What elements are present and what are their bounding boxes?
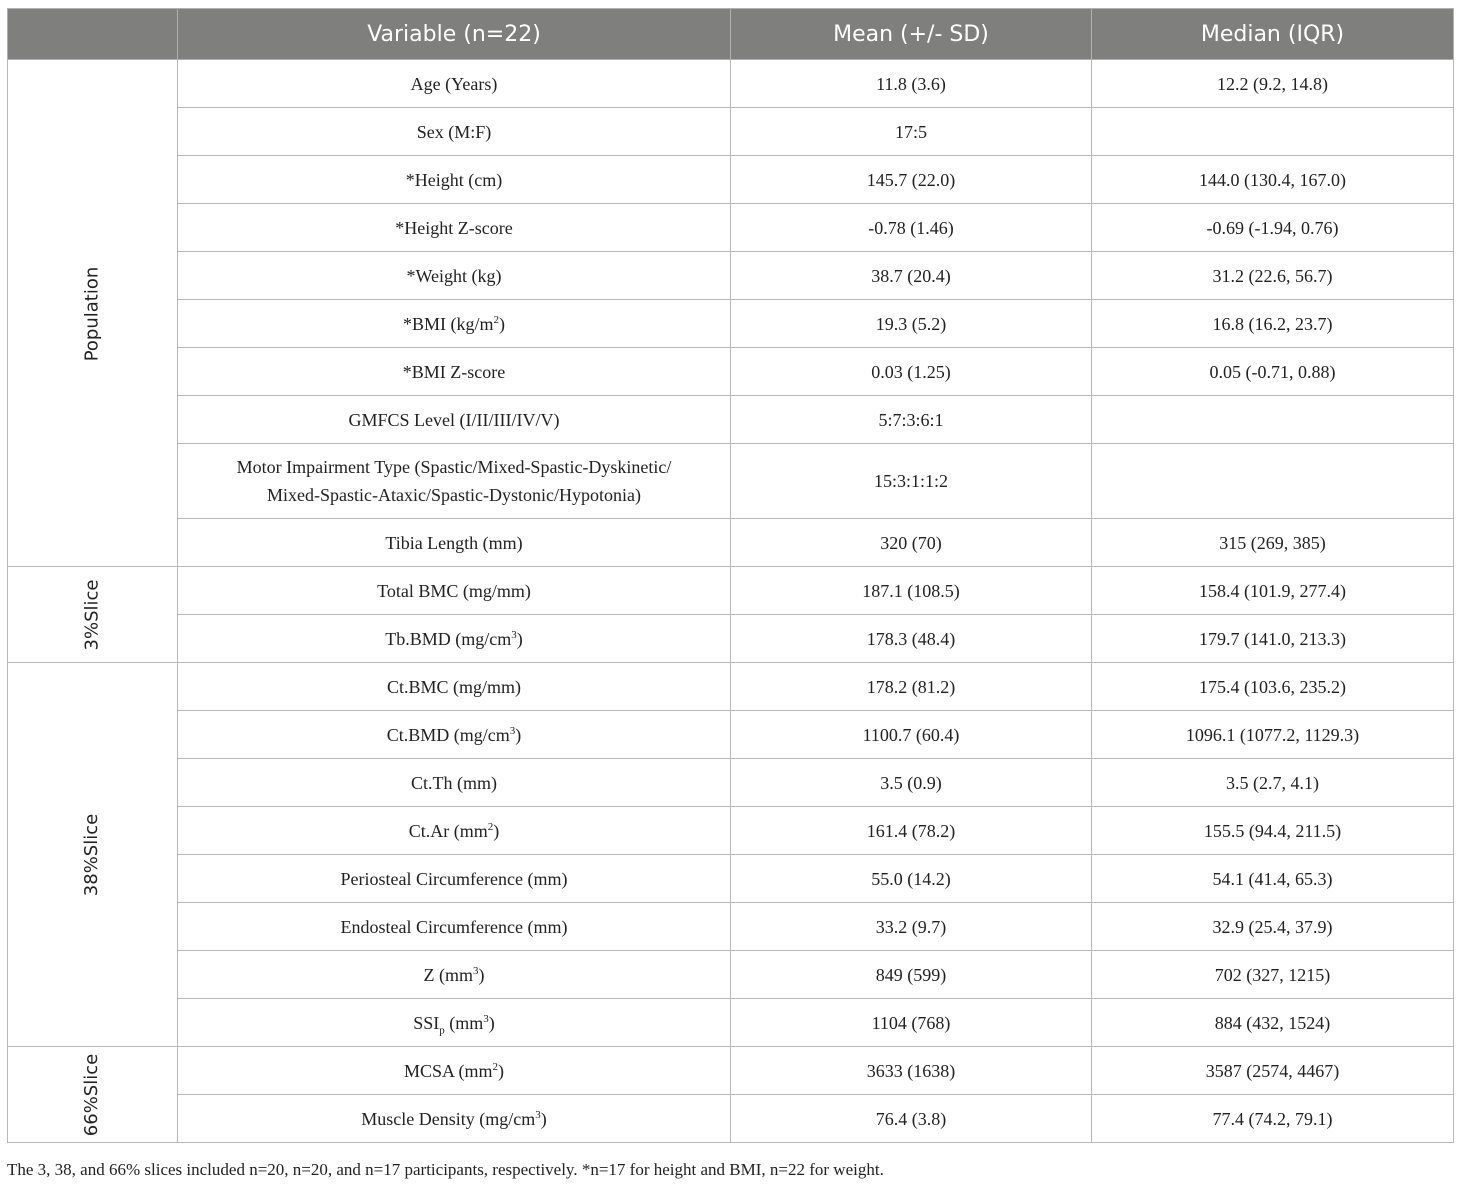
variable-cell: Endosteal Circumference (mm) <box>178 903 731 951</box>
mean-cell: -0.78 (1.46) <box>731 204 1092 252</box>
mean-cell: 1100.7 (60.4) <box>731 711 1092 759</box>
table-row <box>8 396 1454 444</box>
mean-cell: 76.4 (3.8) <box>731 1095 1092 1143</box>
table-row <box>8 999 1454 1047</box>
table-row <box>8 903 1454 951</box>
table-row <box>8 711 1454 759</box>
mean-cell: 5:7:3:6:1 <box>731 396 1092 444</box>
mean-cell: 11.8 (3.6) <box>731 60 1092 108</box>
mean-cell: 17:5 <box>731 108 1092 156</box>
header-mean: Mean (+/- SD) <box>731 9 1092 60</box>
table-row <box>8 108 1454 156</box>
group-label-3-slice: 3%Slice <box>8 567 178 663</box>
mean-cell: 33.2 (9.7) <box>731 903 1092 951</box>
variable-cell: *Weight (kg) <box>178 252 731 300</box>
median-cell: 702 (327, 1215) <box>1092 951 1454 999</box>
header-median: Median (IQR) <box>1092 9 1454 60</box>
median-cell: 315 (269, 385) <box>1092 519 1454 567</box>
median-cell: 3.5 (2.7, 4.1) <box>1092 759 1454 807</box>
variable-cell: Ct.Th (mm) <box>178 759 731 807</box>
table-row <box>8 615 1454 663</box>
table-row <box>8 156 1454 204</box>
median-cell: 144.0 (130.4, 167.0) <box>1092 156 1454 204</box>
variable-cell: Muscle Density $(mg/cm^3)$ <box>178 1095 731 1143</box>
median-cell <box>1092 396 1454 444</box>
mean-cell: 1104 (768) <box>731 999 1092 1047</box>
variable-cell: Tibia Length (mm) <box>178 519 731 567</box>
mean-cell: 19.3 (5.2) <box>731 300 1092 348</box>
mean-cell: 178.2 (81.2) <box>731 663 1092 711</box>
median-cell: 12.2 (9.2, 14.8) <box>1092 60 1454 108</box>
variable-cell: Tb.BMD $(mg/cm^3)$ <box>178 615 731 663</box>
table-row <box>8 567 1454 615</box>
table-row <box>8 1095 1454 1143</box>
variable-cell: GMFCS Level (I/II/III/IV/V) <box>178 396 731 444</box>
mean-cell: 145.7 (22.0) <box>731 156 1092 204</box>
group-label-population: Population <box>8 60 178 567</box>
results-table <box>7 8 1454 1143</box>
mean-cell: 38.7 (20.4) <box>731 252 1092 300</box>
mean-cell: 55.0 (14.2) <box>731 855 1092 903</box>
variable-cell: *Height (cm) <box>178 156 731 204</box>
variable-cell: Ct.BMC (mg/mm) <box>178 663 731 711</box>
table-row <box>8 300 1454 348</box>
table-footnote: The 3, 38, and 66% slices included n=20, n=20, and n=17 participants, respectively. *n=17 for height and BMI, n=22 for weight. <box>7 1160 884 1179</box>
table-row <box>8 759 1454 807</box>
table-row <box>8 855 1454 903</box>
median-cell: 175.4 (103.6, 235.2) <box>1092 663 1454 711</box>
median-cell: 179.7 (141.0, 213.3) <box>1092 615 1454 663</box>
mean-cell: 849 (599) <box>731 951 1092 999</box>
mean-cell: 161.4 (78.2) <box>731 807 1092 855</box>
table-row <box>8 807 1454 855</box>
variable-cell: Z $(mm^3)$ <box>178 951 731 999</box>
variable-cell: *BMI Z-score <box>178 348 731 396</box>
mean-cell: 15:3:1:1:2 <box>731 444 1092 519</box>
median-cell: 1096.1 (1077.2, 1129.3) <box>1092 711 1454 759</box>
table-row <box>8 1047 1454 1095</box>
variable-cell: *Height Z-score <box>178 204 731 252</box>
group-label-66-slice: 66%Slice <box>8 1047 178 1143</box>
header-variable: Variable (n=22) <box>178 9 731 60</box>
median-cell <box>1092 108 1454 156</box>
mean-cell: 320 (70) <box>731 519 1092 567</box>
median-cell: 16.8 (16.2, 23.7) <box>1092 300 1454 348</box>
table-row <box>8 204 1454 252</box>
median-cell: 54.1 (41.4, 65.3) <box>1092 855 1454 903</box>
variable-cell: Ct.BMD $(mg/cm^3)$ <box>178 711 731 759</box>
median-cell: 31.2 (22.6, 56.7) <box>1092 252 1454 300</box>
median-cell: 77.4 (74.2, 79.1) <box>1092 1095 1454 1143</box>
variable-cell: Age (Years) <box>178 60 731 108</box>
mean-cell: 0.03 (1.25) <box>731 348 1092 396</box>
median-cell: 155.5 (94.4, 211.5) <box>1092 807 1454 855</box>
table-row <box>8 519 1454 567</box>
variable-cell: MCSA $(mm^2)$ <box>178 1047 731 1095</box>
mean-cell: 3633 (1638) <box>731 1047 1092 1095</box>
header-group-cell <box>8 9 178 60</box>
variable-cell: Sex (M:F) <box>178 108 731 156</box>
median-cell: 0.05 (-0.71, 0.88) <box>1092 348 1454 396</box>
table-row <box>8 663 1454 711</box>
mean-cell: 178.3 (48.4) <box>731 615 1092 663</box>
median-cell: 3587 (2574, 4467) <box>1092 1047 1454 1095</box>
variable-cell: Periosteal Circumference (mm) <box>178 855 731 903</box>
median-cell: -0.69 (-1.94, 0.76) <box>1092 204 1454 252</box>
mean-cell: 187.1 (108.5) <box>731 567 1092 615</box>
table-row <box>8 444 1454 519</box>
median-cell: 884 (432, 1524) <box>1092 999 1454 1047</box>
table-row <box>8 951 1454 999</box>
median-cell: 32.9 (25.4, 37.9) <box>1092 903 1454 951</box>
table-row <box>8 348 1454 396</box>
variable-cell: $SSI_p$ $(mm^3)$ <box>178 999 731 1047</box>
mean-cell: 3.5 (0.9) <box>731 759 1092 807</box>
table-row <box>8 252 1454 300</box>
variable-cell: Total BMC (mg/mm) <box>178 567 731 615</box>
variable-cell: Ct.Ar $(mm^2)$ <box>178 807 731 855</box>
table-row <box>8 60 1454 108</box>
group-label-38-slice: 38%Slice <box>8 663 178 1047</box>
variable-cell: *BMI $(kg/m^2)$ <box>178 300 731 348</box>
variable-cell: Motor Impairment Type (Spastic/Mixed-Spastic-Dyskinetic/ Mixed-Spastic-Ataxic/Spastic-Dystonic/Hypotonia) <box>178 444 731 519</box>
table-header-row <box>8 9 1454 60</box>
median-cell: 158.4 (101.9, 277.4) <box>1092 567 1454 615</box>
median-cell <box>1092 444 1454 519</box>
